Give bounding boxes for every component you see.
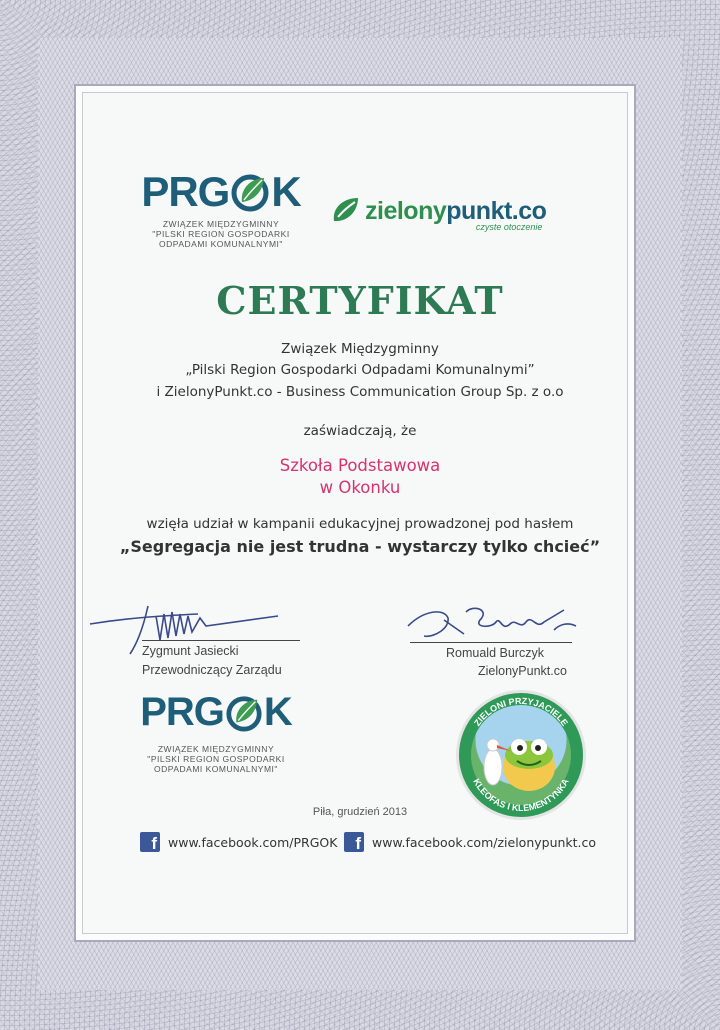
prgok-sub-line-2: "PILSKI REGION GOSPODARKI xyxy=(152,228,290,239)
intro-line-3: i ZielonyPunkt.co - Business Communication Group Sp. z o.o xyxy=(156,384,564,400)
zieloni-przyjaciele-badge xyxy=(456,690,586,820)
prgok-logo-prefix: PRG xyxy=(141,168,230,215)
zielonypunkt-word-zielony: zielony xyxy=(365,196,447,225)
signature-right-rule xyxy=(410,642,572,643)
certificate-title: CERTYFIKAT xyxy=(216,278,504,323)
facebook-icon: f xyxy=(344,832,364,852)
leaf-icon xyxy=(230,172,270,212)
facebook-url-prgok: www.facebook.com/PRGOK xyxy=(168,834,338,850)
prgok-sub-line-2: "PILSKI REGION GOSPODARKI xyxy=(147,753,285,764)
prgok-logo-prefix: PRG xyxy=(140,690,224,734)
signature-left-rule xyxy=(142,640,300,641)
signature-right-image xyxy=(404,600,584,646)
leaf-icon xyxy=(225,694,263,732)
recipient-line-1: Szkoła Podstawowa xyxy=(279,456,441,475)
svg-text:ZIELONI PRZYJACIELE xyxy=(472,696,570,728)
prgok-logo-top xyxy=(136,168,306,249)
prgok-sub-line-1: ZWIĄZEK MIĘDZYGMINNY xyxy=(157,744,275,754)
signature-right-role: ZielonyPunkt.co xyxy=(478,664,567,678)
facebook-link-zielonypunkt[interactable] xyxy=(344,832,596,852)
intro-line-4: zaświadczają, że xyxy=(303,423,417,439)
intro-line-1: Związek Międzygminny xyxy=(281,341,439,357)
prgok-sub-line-1: ZWIĄZEK MIĘDZYGMINNY xyxy=(162,219,280,229)
zielonypunkt-leaf-icon xyxy=(330,195,362,227)
zielonypunkt-logo xyxy=(330,195,547,232)
badge-bottom-text: KLEOFAS I KLEMENTYNKA xyxy=(471,776,571,814)
zielonypunkt-tagline: czyste otoczenie xyxy=(475,222,543,232)
recipient-line-2: w Okonku xyxy=(319,478,401,497)
place-date: Piła, grudzień 2013 xyxy=(312,806,408,818)
facebook-link-prgok[interactable] xyxy=(140,832,337,852)
badge-ring-text xyxy=(456,690,586,820)
zielonypunkt-word-punkt: punkt.co xyxy=(446,196,547,225)
prgok-sub-line-3: ODPADAMI KOMUNALNYMI" xyxy=(159,238,283,249)
facebook-url-zielonypunkt: www.facebook.com/zielonypunkt.co xyxy=(372,834,597,850)
intro-line-2: „Pilski Region Gospodarki Odpadami Komunalnymi” xyxy=(185,362,535,378)
prgok-logo-suffix: K xyxy=(271,168,301,215)
campaign-line: wzięła udział w kampanii edukacyjnej prowadzonej pod hasłem xyxy=(146,516,574,532)
badge-top-text: ZIELONI PRZYJACIELE xyxy=(472,695,570,728)
facebook-icon: f xyxy=(140,832,160,852)
campaign-slogan: „Segregacja nie jest trudna - wystarczy tylko chcieć” xyxy=(119,537,601,556)
prgok-logo-suffix: K xyxy=(263,690,292,734)
signature-left-role: Przewodniczący Zarządu xyxy=(142,663,282,677)
prgok-logo-bottom xyxy=(136,690,296,774)
signature-right-name: Romuald Burczyk xyxy=(446,646,544,660)
signature-left-name: Zygmunt Jasiecki xyxy=(142,644,239,658)
prgok-sub-line-3: ODPADAMI KOMUNALNYMI" xyxy=(154,763,278,774)
